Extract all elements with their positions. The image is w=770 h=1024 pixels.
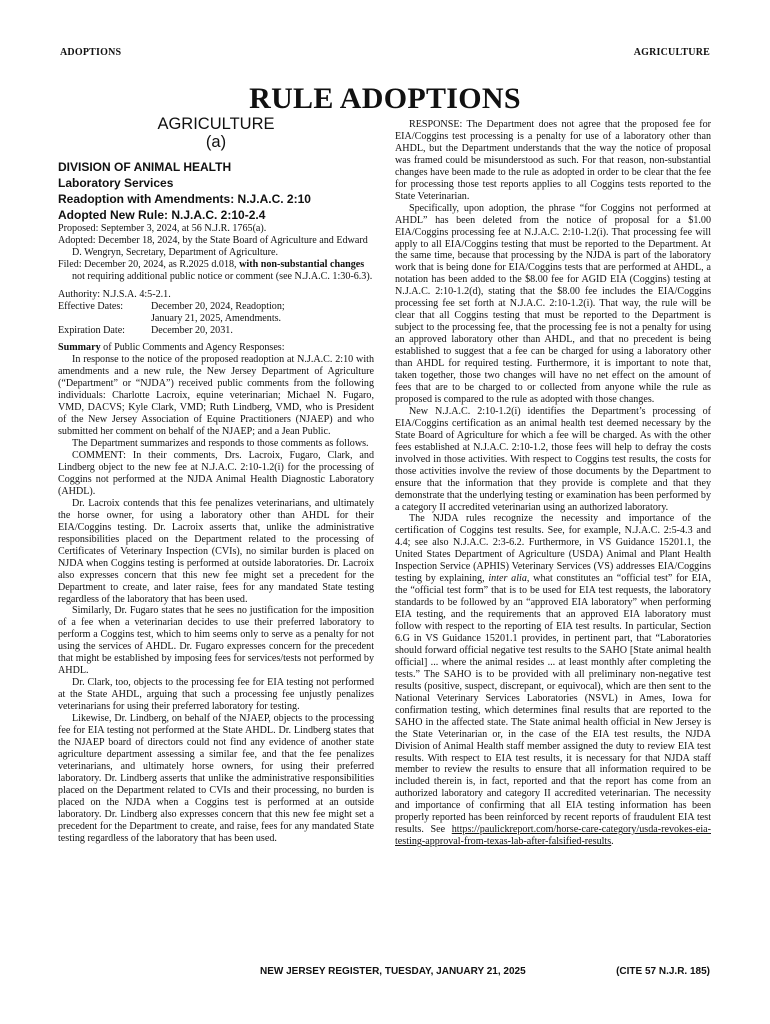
effective-value-1: December 20, 2024, Readoption; <box>151 300 285 312</box>
agency-heading: AGRICULTURE <box>157 115 275 133</box>
adopted-line: Adopted: December 18, 2024, by the State Board of Agriculture and Edward D. Wengryn, Secretary, Department of Agriculture. <box>58 234 368 258</box>
rule-heading-2: Readoption with Amendments: N.J.A.C. 2:10 <box>58 191 311 206</box>
expiration-label: Expiration Date: <box>58 324 125 336</box>
reference-link[interactable]: https://paulickreport.com/horse-care-category/usda-revokes-eia-testing-approval-from-texas-lab-after-falsified-results <box>395 824 711 848</box>
summary-heading <box>58 342 374 354</box>
left-column <box>58 115 374 845</box>
division-heading: DIVISION OF ANIMAL HEALTH <box>58 159 232 174</box>
filed-text: Filed: December 20, 2024, as R.2025 d.018, <box>58 258 240 270</box>
rule-heading-3: Adopted New Rule: N.J.A.C. 2:10-2.4 <box>58 207 266 222</box>
body-paragraph: Specifically, upon adoption, the phrase “for Coggins not performed at AHDL” has been deleted from the notice of proposal for a $1.00 EIA/Coggins processing fee at N.J.A.C. 2:10-1.2(i). That processing fee will apply to all EIA/Coggins testing that must be reported to the Department. At the same time, because that processing by the NJDA is part of the laboratory work that is being done for EIA/Coggins tests that are performed at AHDL, a notation has been added to the $8.00 fee for AGID EIA (Coggins) testing at N.J.A.C. 2:10-1.2(d), stating that the $8.00 fee includes the EIA/Coggins processing fee set forth at N.J.A.C. 2:10-1.2(i). That way, the rule will be clear that all Coggins testing that must be reported to the Department is subject to the processing fee, that the processing fee is not a penalty for using an approved laboratory other than AHDL, and that no precedent is being established to suggest that a fee can be charged for using a laboratory other than AHDL for required testing. Furthermore, it is important to note that, taken together, those two changes will have no net effect on the amount of fees that are to be charged to or collected from anyone while the rule as proposed is compared to the rule as adopted with those changes. <box>395 202 711 405</box>
paragraph-text: . <box>611 836 614 848</box>
footer-register-date: NEW JERSEY REGISTER, TUESDAY, JANUARY 21, 2025 <box>260 966 526 977</box>
body-paragraph: RESPONSE: The Department does not agree that the proposed fee for EIA/Coggins test processing is a penalty for use of a laboratory other than AHDL, but the Department understands that the way the notice of proposal was framed could be misunderstood as such. For that reason, non-substantial changes have been made to the rule as adopted in order to be clear that the fee for processing those test reports applies to all Coggins tests reported to the State Veterinarian. <box>395 119 711 202</box>
page-title: RULE ADOPTIONS <box>249 82 521 115</box>
body-paragraph: COMMENT: In their comments, Drs. Lacroix, Fugaro, Clark, and Lindberg object to the new fee at N.J.A.C. 2:10-1.2(i) for the processing of Coggins not performed at the NJDA Animal Health Diagnostic Laboratory (AHDL). <box>58 450 374 497</box>
filed-line <box>58 259 374 283</box>
filed-bold-text: with non-substantial changes <box>239 258 365 270</box>
running-head-right: AGRICULTURE <box>633 47 710 58</box>
body-paragraph: Similarly, Dr. Fugaro states that he sees no justification for the imposition of a fee when a veterinarian decides to use their preferred laboratory to perform a Coggins test, which to him seems only to serve as a penalty for not using the services of AHDL. Dr. Fugaro expresses concern for the precedent that might be established by imposing fees for services/tests not performed by AHDL. <box>58 605 374 677</box>
body-paragraph: New N.J.A.C. 2:10-1.2(i) identifies the Department’s processing of EIA/Coggins certification as an animal health test deemed necessary by the State Board of Agriculture for which a fee will be charged. As with the other fees established at N.J.A.C. 2:10-1.2, those fees will help to defray the costs involved in those activities. With respect to Coggins test results, the costs for those activities involve the review of those documents by the Department to ensure that the information that they provide is complete and that they demonstrate that the underlying testing or examination has been performed by a category II accredited veterinarian using an authorized laboratory. <box>395 405 711 513</box>
expiration-date <box>58 325 374 337</box>
summary-bold: Summary <box>58 342 101 354</box>
effective-label: Effective Dates: <box>58 300 124 312</box>
rule-heading-1: Laboratory Services <box>58 175 174 190</box>
body-paragraph <box>395 513 711 848</box>
body-paragraph: Dr. Clark, too, objects to the processing fee for EIA testing not performed at the State AHDL, arguing that such a processing fee unjustly penalizes veterinarians for using their preferred laboratory for testing. <box>58 677 374 713</box>
item-letter: (a) <box>205 132 227 151</box>
body-paragraph: Likewise, Dr. Lindberg, on behalf of the NJAEP, objects to the processing fee for EIA testing not performed at the State AHDL. Dr. Lindberg states that the NJAEP board of directors could not find any evidence of another state agriculture department assessing a similar fee, and that the fee penalizes veterinarians, and ultimately horse owners, for using their preferred laboratory. Dr. Lindberg asserts that unlike the administrative responsibilities placed on the Department related to CVIs and their processing, no burden is placed on the NJDA when a Coggins test is performed at an outside laboratory. Dr. Lindberg also expresses concern that this new fee might set a precedent for the Department to create, and raise, fees for any mandated State testing regardless of the laboratory that has been used. <box>58 713 374 844</box>
summary-rest: of Public Comments and Agency Responses: <box>100 342 285 354</box>
proposed-line: Proposed: September 3, 2024, at 56 N.J.R. 1765(a). <box>58 222 267 234</box>
body-paragraph: Dr. Lacroix contends that this fee penalizes veterinarians, and ultimately the horse owner, for using a laboratory other than AHDL for their EIA/Coggins testing. Dr. Lacroix asserts that, unlike the administrative responsibilities placed on the Department related to the processing of Certificates of Veterinary Inspection (CVIs), no similar burden is placed on NJDA when Coggins testing is performed at outside laboratories. Dr. Lacroix also expresses concern that this new fee might set a precedent for the Department to create, and later raise, fees for any mandated State testing regardless of the laboratory that has been used. <box>58 497 374 605</box>
expiration-value: December 20, 2031. <box>151 324 233 336</box>
filed-text-end: not requiring additional public notice or comment (see N.J.A.C. 1:30-6.3). <box>72 270 373 282</box>
inter-alia-text: inter alia <box>488 573 527 585</box>
footer-citation: (CITE 57 N.J.R. 185) <box>616 966 710 977</box>
body-paragraph: The Department summarizes and responds to those comments as follows. <box>72 438 369 450</box>
effective-dates <box>58 301 374 325</box>
right-column <box>395 119 711 848</box>
authority-line: Authority: N.J.S.A. 4:5-2.1. <box>58 288 171 300</box>
paragraph-text: , what constitutes an “official test” for EIA, the “official test form” that is to be used for EIA test requests, the laboratory standards to be followed by an “approved EIA laboratory” when performing EIA testing, and the requirements that an approved EIA laboratory must follow with respect to the reporting of EIA test results. In particular, Section 6.G in VS Guidance 15201.1 provides, in pertinent part, that “Laboratories should forward official negative test results to the SAHO [State animal health official] ... where the animal resides ... at least monthly after completing the tests.” The SAHO is to be provided with all preliminary non-negative test results (positive, suspect, discrepant, or equivocal), which are then sent to the National Veterinary Services Laboratories (NSVL) in Ames, Iowa for confirmation testing, which determines final results that are reported to the SAHO in the affected state. The State animal health official in New Jersey is the State Veterinarian or, in the case of the EIA test results, the NJDA Division of Animal Health staff member assigned the duty to review EIA test results. With respect to EIA test results, it is necessary for that NJDA staff member to review the results to ensure that all information required to be included therein is, in fact, reported and that the report has come from an authorized laboratory and category II accredited veterinarian. The necessity and importance of confirming that all EIA testing information has been properly reported has been reinforced by recent reports of fraudulent EIA test results. See <box>395 573 711 836</box>
effective-value-2: January 21, 2025, Amendments. <box>151 312 282 324</box>
paragraph-text: The NJDA rules recognize the necessity and importance of the certification of Coggins test results. See, for example, N.J.A.C. 2:5-4.3 and 4.4; see also N.J.A.C. 2:3-6.2. Furthermore, in VS Guidance 15201.1, the United States Department of Agriculture (USDA) Animal and Plant Health Inspection Service (APHIS) Veterinary Services (VS) addresses EIA/Coggins testing by explaining, <box>395 513 711 585</box>
body-paragraph: In response to the notice of the proposed readoption at N.J.A.C. 2:10 with amendments and a new rule, the New Jersey Department of Agriculture (“Department” or “NJDA”) received public comments from the following individuals: Charlotte Lacroix, equine veterinarian; Michael N. Fugaro, VMD, DACVS; Kyle Clark, VMD; Ruth Lindberg, VMD, who is President of the New Jersey Association of Equine Practitioners (NJAEP) and who submitted her comment on behalf of the NJAEP; and a Jean Public. <box>58 354 374 438</box>
running-head-left: ADOPTIONS <box>60 47 122 58</box>
